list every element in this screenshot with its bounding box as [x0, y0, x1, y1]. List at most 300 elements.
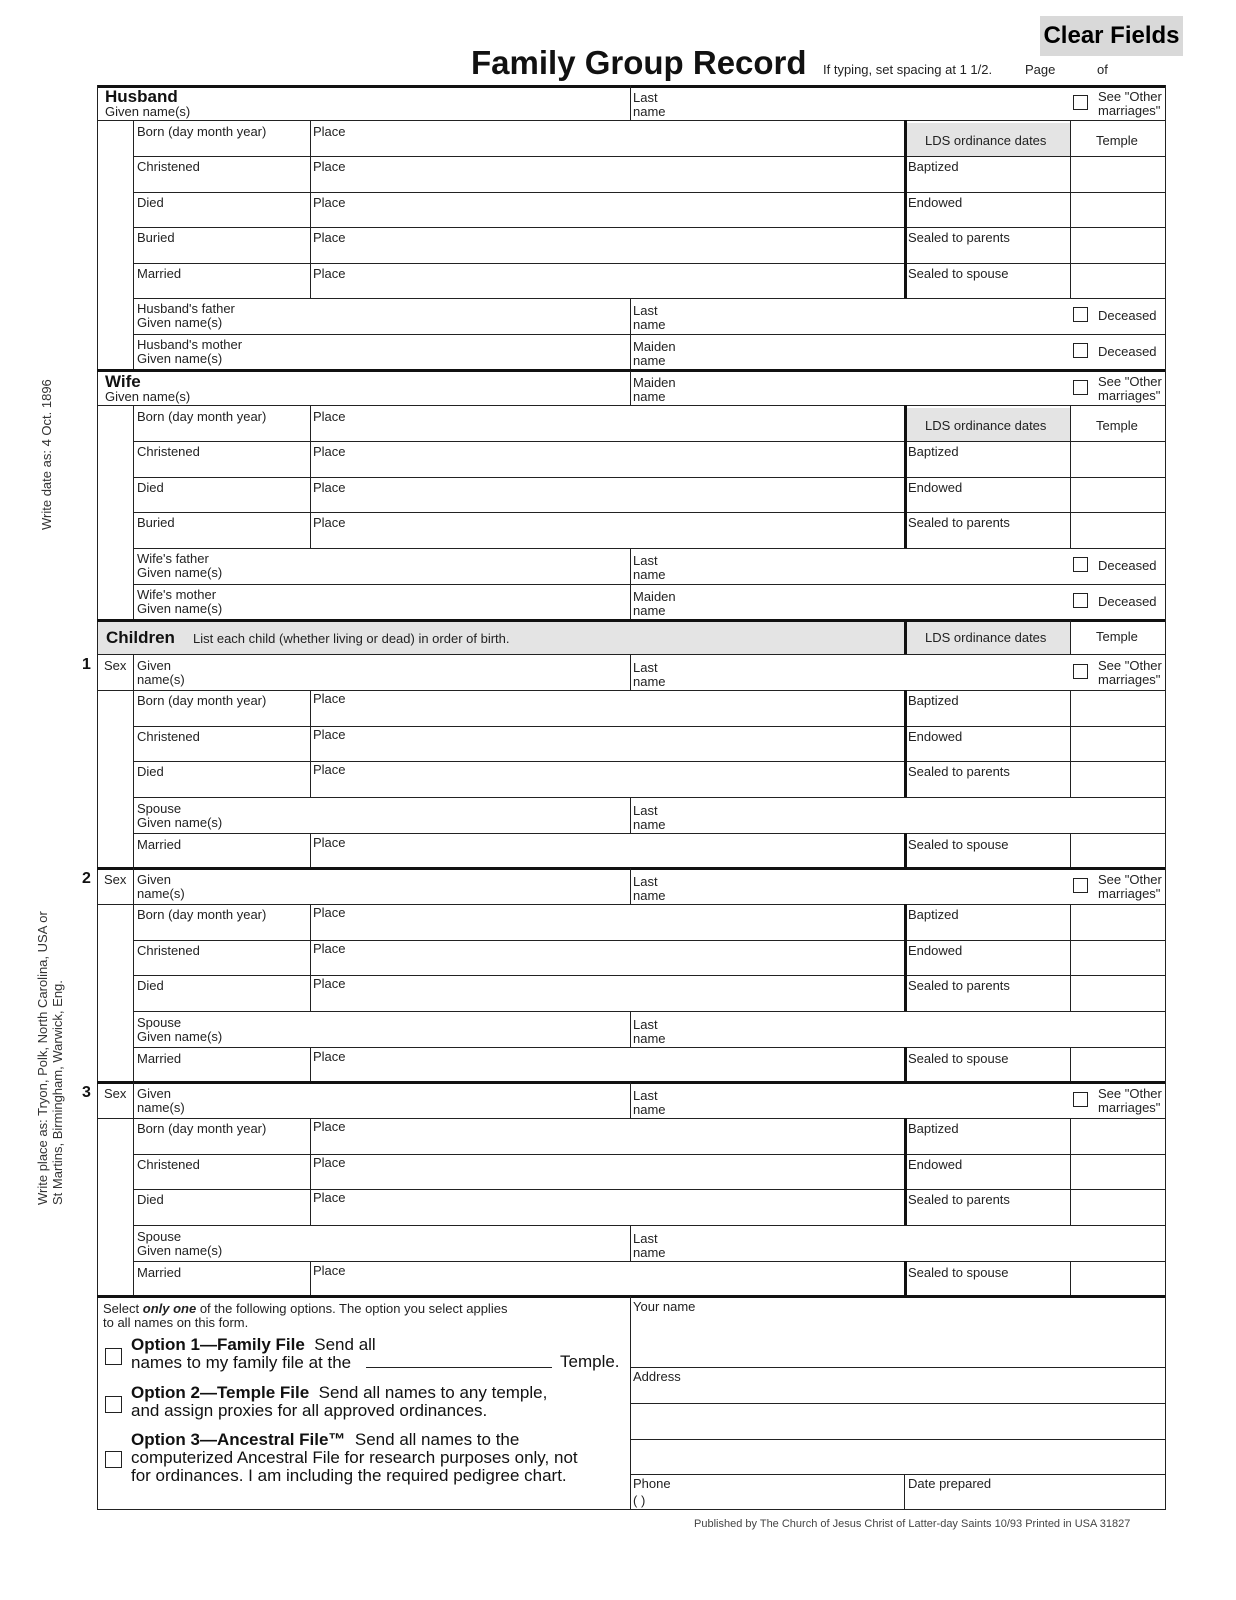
rule-line	[1070, 690, 1071, 797]
child3-christened-label: Christened	[137, 1156, 200, 1172]
husband-father-given-label: Given name(s)	[137, 315, 223, 330]
form-title: Family Group Record	[471, 44, 807, 81]
child1-died-temple-field[interactable]	[1072, 763, 1163, 795]
rule-line	[133, 263, 1165, 264]
option1-temple: Temple.	[560, 1352, 620, 1371]
husband-given-field[interactable]	[99, 104, 628, 119]
rule-line	[310, 690, 311, 797]
wife-father-name-label: name	[633, 567, 666, 582]
child3-spouse-label: Spouse	[137, 1229, 182, 1244]
rule-line	[630, 371, 631, 405]
wife-died-ord-label: Endowed	[908, 479, 963, 495]
child3-given-label: Given	[137, 1086, 171, 1101]
husband-mother-given-label: Given name(s)	[137, 351, 223, 366]
husband-christened-place-field[interactable]	[311, 174, 903, 190]
husband-buried-label: Buried	[137, 230, 175, 245]
wife-died-ord-field[interactable]	[906, 495, 1068, 511]
rule-line	[133, 227, 1165, 228]
child3-spouse-given-field[interactable]	[135, 1245, 628, 1259]
husband-died-ord-field[interactable]	[906, 210, 1068, 226]
husband-buried-date-field[interactable]	[134, 245, 309, 261]
child1-sex-label: Sex	[104, 658, 127, 673]
write-place-note-1: Write place as: Tryon, Polk, North Carolina, USA or	[35, 911, 50, 1205]
child3-died-ord-label: Sealed to parents	[908, 1192, 1010, 1207]
child1-spouse-name-label: name	[633, 817, 666, 832]
rule-line	[1070, 1261, 1071, 1296]
rule-line	[630, 1474, 1165, 1475]
child1-married-ord-field[interactable]	[906, 852, 1068, 866]
child1-last-label: Last	[633, 660, 658, 675]
child1-married-label: Married	[137, 837, 182, 852]
husband-heading: Husband	[105, 87, 178, 106]
husband-mother-name-label: name	[633, 353, 666, 368]
rule-line	[97, 1509, 1165, 1510]
rule-line	[133, 584, 1165, 585]
rule-line	[310, 904, 311, 1011]
wife-died-place-field[interactable]	[311, 495, 903, 511]
husband-died-ord-label: Endowed	[908, 194, 963, 210]
rule-line	[97, 654, 1165, 655]
child3-married-date-field[interactable]	[134, 1280, 309, 1294]
option1-checkbox[interactable]	[105, 1348, 122, 1365]
wife-father-deceased-checkbox[interactable]	[1073, 557, 1088, 572]
child1-died-date-field[interactable]	[134, 779, 309, 795]
husband-christened-ord-field[interactable]	[906, 174, 1068, 190]
husband-see-other: See "Other	[1098, 89, 1162, 104]
child1-christened-ord-field[interactable]	[906, 744, 1068, 760]
wife-born-place-label: Place	[313, 409, 346, 424]
rule-line	[133, 975, 1165, 976]
child1-spouse-last-label: Last	[633, 803, 658, 818]
husband-mother-deceased-checkbox[interactable]	[1073, 343, 1088, 358]
rule-line	[97, 904, 1165, 905]
child2-sealed-spouse-label: Sealed to spouse	[908, 1051, 1009, 1066]
rule-line	[133, 548, 1165, 549]
child3-given-field[interactable]	[135, 1102, 628, 1116]
wife-mother-deceased-label: Deceased	[1098, 594, 1157, 609]
rule-line	[1070, 120, 1071, 298]
wife-father-deceased-label: Deceased	[1098, 558, 1157, 573]
write-date-note: Write date as: 4 Oct. 1896	[39, 379, 54, 530]
wife-buried-place-label: Place	[313, 515, 346, 530]
husband-buried-place-label: Place	[313, 230, 346, 245]
child1-married-place-label: Place	[313, 835, 346, 850]
rule-line	[630, 797, 631, 833]
child2-christened-temple-field[interactable]	[1072, 942, 1163, 974]
husband-buried-ord-field[interactable]	[906, 245, 1068, 261]
child3-sex-label: Sex	[104, 1086, 127, 1101]
rule-line	[133, 405, 134, 620]
child3-christened-ord-label: Endowed	[908, 1156, 963, 1172]
child3-spouse-name-label: name	[633, 1245, 666, 1260]
child1-married-date-field[interactable]	[134, 852, 309, 866]
child3-married-label: Married	[137, 1265, 182, 1280]
rule-line	[133, 334, 1165, 335]
child1-sex-field[interactable]	[99, 674, 131, 688]
rule-line	[133, 761, 1165, 762]
child3-born-temple-field[interactable]	[1072, 1120, 1163, 1152]
child2-sex-field[interactable]	[99, 888, 131, 902]
phone-field[interactable]	[632, 1490, 902, 1508]
husband-married-temple-field[interactable]	[1072, 265, 1163, 297]
child2-spouse-name-label: name	[633, 1031, 666, 1046]
child2-christened-place-label: Place	[313, 940, 346, 956]
child3-died-date-field[interactable]	[134, 1207, 309, 1223]
child1-christened-place-label: Place	[313, 726, 346, 742]
rule-line	[133, 1225, 1165, 1226]
child3-christened-date-field[interactable]	[134, 1172, 309, 1188]
child3-spouse-last-field[interactable]	[632, 1245, 1163, 1259]
child1-number: 1	[82, 656, 91, 673]
rule-line	[1070, 833, 1071, 868]
husband-born-label: Born (day month year)	[137, 124, 267, 139]
wife-christened-ord-label: Baptized	[908, 444, 959, 459]
of-label: of	[1097, 62, 1108, 77]
child1-name-label: name	[633, 674, 666, 689]
child1-last-field[interactable]	[632, 674, 1068, 688]
child3-married-place-field[interactable]	[311, 1280, 903, 1294]
wife-born-label: Born (day month year)	[137, 409, 267, 424]
wife-died-label: Died	[137, 479, 164, 495]
child2-spouse-label: Spouse	[137, 1015, 182, 1030]
child3-born-date-field[interactable]	[134, 1136, 309, 1152]
option1-line1: Option 1—Family File Send all	[131, 1335, 376, 1354]
child2-number: 2	[82, 870, 91, 887]
husband-died-temple-field[interactable]	[1072, 194, 1163, 226]
wife-christened-label: Christened	[137, 444, 200, 459]
child2-married-date-field[interactable]	[134, 1066, 309, 1080]
children-temple-header: Temple	[1096, 629, 1138, 644]
husband-given-label: Given name(s)	[105, 104, 191, 119]
rule-line	[133, 120, 134, 370]
child3-see-other: See "Other	[1098, 1086, 1162, 1101]
wife-buried-place-field[interactable]	[311, 530, 903, 546]
husband-mother-label: Husband's mother	[137, 337, 243, 352]
rule-line	[1070, 904, 1071, 1011]
child3-checkbox[interactable]	[1073, 1092, 1088, 1107]
rule-line	[97, 690, 1165, 691]
child1-checkbox[interactable]	[1073, 664, 1088, 679]
child2-name-label: name	[633, 888, 666, 903]
husband-temple-header: Temple	[1096, 133, 1138, 148]
rule-line	[133, 1189, 1165, 1190]
child1-died-place-label: Place	[313, 762, 346, 777]
child3-christened-place-field[interactable]	[311, 1172, 903, 1188]
wife-mother-label: Wife's mother	[137, 587, 217, 602]
child2-died-temple-field[interactable]	[1072, 977, 1163, 1009]
wife-died-date-field[interactable]	[134, 495, 309, 511]
rule-line	[133, 192, 1165, 193]
child1-died-place-field[interactable]	[311, 779, 903, 795]
child3-name-label: name	[633, 1102, 666, 1117]
date-prepared-label: Date prepared	[908, 1476, 992, 1491]
child3-sealed-spouse-label: Sealed to spouse	[908, 1265, 1009, 1280]
husband-christened-label: Christened	[137, 159, 200, 174]
child2-married-ord-field[interactable]	[906, 1066, 1068, 1080]
child3-last-field[interactable]	[632, 1102, 1068, 1116]
child2-given-field[interactable]	[135, 888, 628, 902]
child1-names-label: name(s)	[137, 672, 185, 687]
rule-line	[133, 298, 1165, 299]
wife-christened-date-field[interactable]	[134, 459, 309, 475]
husband-died-place-label: Place	[313, 194, 346, 210]
child3-christened-place-label: Place	[313, 1154, 346, 1170]
option1-line2: names to my family file at the	[131, 1353, 352, 1372]
rule-line	[133, 512, 1165, 513]
footer-publisher: Published by The Church of Jesus Christ of Latter-day Saints 10/93 Printed in USA 31827	[694, 1518, 1131, 1530]
your-name-field[interactable]	[632, 1316, 1163, 1364]
husband-buried-ord-label: Sealed to parents	[908, 230, 1010, 245]
child1-died-ord-label: Sealed to parents	[908, 764, 1010, 779]
rule-line	[904, 620, 907, 654]
child3-christened-ord-field[interactable]	[906, 1172, 1068, 1188]
rule-line	[904, 1261, 907, 1296]
children-lds-header: LDS ordinance dates	[925, 630, 1047, 645]
rule-line	[97, 405, 1165, 406]
rule-line	[133, 1154, 1165, 1155]
husband-christened-temple-field[interactable]	[1072, 158, 1163, 190]
rule-line	[310, 1118, 311, 1225]
husband-died-place-field[interactable]	[311, 210, 903, 226]
husband-born-date-field[interactable]	[134, 139, 309, 155]
rule-line	[97, 867, 1165, 870]
child2-last-field[interactable]	[632, 888, 1068, 902]
husband-mother-maiden-label: Maiden	[633, 339, 676, 354]
child1-born-place-field[interactable]	[311, 708, 903, 724]
child3-born-ord-label: Baptized	[908, 1121, 959, 1136]
child2-died-ord-label: Sealed to parents	[908, 978, 1010, 993]
wife-see-other: See "Other	[1098, 374, 1162, 389]
child3-last-label: Last	[633, 1088, 658, 1103]
child3-names-label: name(s)	[137, 1100, 185, 1115]
child1-died-ord-field[interactable]	[906, 779, 1068, 795]
husband-died-date-field[interactable]	[134, 210, 309, 226]
child3-marriages: marriages"	[1098, 1100, 1161, 1115]
child2-married-label: Married	[137, 1051, 182, 1066]
child3-born-ord-field[interactable]	[906, 1136, 1068, 1152]
rule-line	[133, 833, 1165, 834]
child2-christened-ord-field[interactable]	[906, 958, 1068, 974]
wife-father-label: Wife's father	[137, 551, 209, 566]
rule-line	[630, 1225, 631, 1261]
child2-born-ord-label: Baptized	[908, 907, 959, 922]
rule-line	[904, 1474, 905, 1510]
child1-christened-place-field[interactable]	[311, 744, 903, 760]
wife-buried-ord-field[interactable]	[906, 530, 1068, 546]
child3-christened-temple-field[interactable]	[1072, 1156, 1163, 1188]
child2-christened-place-field[interactable]	[311, 958, 903, 974]
husband-name-label: name	[633, 104, 666, 119]
wife-christened-place-field[interactable]	[311, 459, 903, 475]
child1-christened-temple-field[interactable]	[1072, 728, 1163, 760]
husband-father-last-label: Last	[633, 303, 658, 318]
child1-christened-ord-label: Endowed	[908, 728, 963, 744]
child2-given-label: Given	[137, 872, 171, 887]
rule-line	[904, 1118, 907, 1225]
rule-line	[133, 1011, 1165, 1012]
child2-christened-ord-label: Endowed	[908, 942, 963, 958]
rule-line	[133, 726, 1165, 727]
child1-spouse-given-field[interactable]	[135, 817, 628, 831]
date-prepared-field[interactable]	[906, 1490, 1163, 1508]
rule-line	[904, 405, 907, 548]
wife-mother-maiden-label: Maiden	[633, 589, 676, 604]
options-intro: Select only one of the following options. The option you select applies	[103, 1301, 508, 1316]
child2-died-ord-field[interactable]	[906, 993, 1068, 1009]
child2-born-ord-field[interactable]	[906, 922, 1068, 938]
rule-line	[133, 1261, 1165, 1262]
child1-christened-date-field[interactable]	[134, 744, 309, 760]
child3-died-place-label: Place	[313, 1190, 346, 1205]
child2-christened-date-field[interactable]	[134, 958, 309, 974]
child3-born-place-label: Place	[313, 1119, 346, 1134]
wife-buried-date-field[interactable]	[134, 530, 309, 546]
rule-line	[1070, 1118, 1071, 1225]
child2-married-temple-field[interactable]	[1072, 1050, 1163, 1080]
child3-sex-field[interactable]	[99, 1102, 131, 1116]
wife-father-given-label: Given name(s)	[137, 565, 223, 580]
child3-number: 3	[82, 1084, 91, 1101]
child3-born-place-field[interactable]	[311, 1136, 903, 1152]
child2-spouse-given-field[interactable]	[135, 1031, 628, 1045]
option2-checkbox[interactable]	[105, 1396, 122, 1413]
child1-spouse-label: Spouse	[137, 801, 182, 816]
page-label: Page	[1025, 62, 1056, 77]
rule-line	[904, 904, 907, 1011]
child3-died-temple-field[interactable]	[1072, 1191, 1163, 1223]
address-field[interactable]	[632, 1386, 1163, 1470]
child1-christened-label: Christened	[137, 728, 200, 744]
child2-died-place-field[interactable]	[311, 993, 903, 1009]
child1-given-field[interactable]	[135, 674, 628, 688]
rule-line	[630, 654, 631, 690]
child2-married-place-field[interactable]	[311, 1066, 903, 1080]
child1-born-ord-field[interactable]	[906, 708, 1068, 724]
husband-married-date-field[interactable]	[134, 281, 309, 297]
husband-christened-date-field[interactable]	[134, 174, 309, 190]
rule-line	[630, 1011, 631, 1047]
rule-line	[97, 1295, 1165, 1298]
husband-last-label: Last	[633, 90, 658, 105]
child1-spouse-last-field[interactable]	[632, 817, 1163, 831]
rule-line	[310, 1261, 311, 1296]
child2-died-label: Died	[137, 978, 164, 993]
wife-checkbox[interactable]	[1073, 380, 1088, 395]
husband-buried-place-field[interactable]	[311, 245, 903, 261]
wife-name-label: name	[633, 389, 666, 404]
child1-spouse-given-label: Given name(s)	[137, 815, 223, 830]
child3-died-place-field[interactable]	[311, 1207, 903, 1223]
husband-married-place-field[interactable]	[311, 281, 903, 297]
husband-died-label: Died	[137, 194, 164, 210]
rule-line	[310, 120, 311, 298]
child2-spouse-given-label: Given name(s)	[137, 1029, 223, 1044]
husband-last-field[interactable]	[632, 104, 1068, 119]
child2-see-other: See "Other	[1098, 872, 1162, 887]
husband-married-ord-field[interactable]	[906, 281, 1068, 297]
child2-spouse-last-field[interactable]	[632, 1031, 1163, 1045]
wife-temple-header: Temple	[1096, 418, 1138, 433]
rule-line	[310, 1047, 311, 1082]
husband-married-label: Married	[137, 265, 182, 281]
child3-spouse-last-label: Last	[633, 1231, 658, 1246]
rule-line	[97, 1118, 1165, 1119]
rule-line	[133, 441, 1165, 442]
child1-given-label: Given	[137, 658, 171, 673]
child3-married-ord-field[interactable]	[906, 1280, 1068, 1294]
child1-marriages: marriages"	[1098, 672, 1161, 687]
rule-line	[97, 120, 1165, 121]
child3-married-temple-field[interactable]	[1072, 1264, 1163, 1294]
wife-mother-name-label: name	[633, 603, 666, 618]
child2-born-place-field[interactable]	[311, 922, 903, 938]
clear-fields-button[interactable]: Clear Fields	[1040, 16, 1183, 56]
write-place-note-2: St Martins, Birmingham, Warwick, Eng.	[50, 980, 65, 1205]
option1-temple-line[interactable]	[366, 1367, 552, 1368]
husband-born-place-field[interactable]	[311, 139, 903, 155]
child3-died-label: Died	[137, 1192, 164, 1207]
wife-died-place-label: Place	[313, 479, 346, 495]
husband-married-place-label: Place	[313, 265, 346, 281]
rule-line	[133, 1047, 1165, 1048]
wife-heading: Wife	[105, 372, 141, 391]
rule-line	[310, 833, 311, 868]
husband-father-deceased-checkbox[interactable]	[1073, 307, 1088, 322]
option3-line3: for ordinances. I am including the required pedigree chart.	[131, 1466, 567, 1485]
child1-married-temple-field[interactable]	[1072, 836, 1163, 866]
wife-father-last-label: Last	[633, 553, 658, 568]
child3-died-ord-field[interactable]	[906, 1207, 1068, 1223]
option2-line2: and assign proxies for all approved ordinances.	[131, 1401, 488, 1420]
child1-born-date-field[interactable]	[134, 708, 309, 724]
wife-buried-ord-label: Sealed to parents	[908, 515, 1010, 530]
child2-christened-label: Christened	[137, 942, 200, 958]
child2-sex-label: Sex	[104, 872, 127, 887]
wife-christened-ord-field[interactable]	[906, 459, 1068, 475]
wife-buried-label: Buried	[137, 515, 175, 530]
wife-died-temple-field[interactable]	[1072, 479, 1163, 511]
husband-father-label: Husband's father	[137, 301, 235, 316]
rule-line	[97, 1081, 1165, 1084]
wife-buried-temple-field[interactable]	[1072, 514, 1163, 546]
wife-christened-temple-field[interactable]	[1072, 443, 1163, 475]
child2-born-place-label: Place	[313, 905, 346, 920]
husband-father-deceased-label: Deceased	[1098, 308, 1157, 323]
husband-born-place-label: Place	[313, 124, 346, 139]
child1-born-temple-field[interactable]	[1072, 692, 1163, 724]
child2-born-temple-field[interactable]	[1072, 906, 1163, 938]
child2-checkbox[interactable]	[1073, 878, 1088, 893]
husband-checkbox[interactable]	[1073, 95, 1088, 110]
husband-lds-header: LDS ordinance dates	[925, 133, 1047, 148]
child1-married-place-field[interactable]	[311, 852, 903, 866]
rule-line	[133, 156, 1165, 157]
rule-line	[1070, 620, 1071, 654]
rule-line	[1070, 405, 1071, 548]
option3-checkbox[interactable]	[105, 1451, 122, 1468]
child2-died-date-field[interactable]	[134, 993, 309, 1009]
husband-buried-temple-field[interactable]	[1072, 229, 1163, 261]
child2-died-place-label: Place	[313, 976, 346, 991]
wife-mother-deceased-checkbox[interactable]	[1073, 593, 1088, 608]
child2-names-label: name(s)	[137, 886, 185, 901]
wife-lds-header: LDS ordinance dates	[925, 418, 1047, 433]
child2-last-label: Last	[633, 874, 658, 889]
child3-married-place-label: Place	[313, 1263, 346, 1278]
children-heading: Children	[106, 628, 175, 647]
rule-line	[133, 797, 1165, 798]
child2-born-date-field[interactable]	[134, 922, 309, 938]
